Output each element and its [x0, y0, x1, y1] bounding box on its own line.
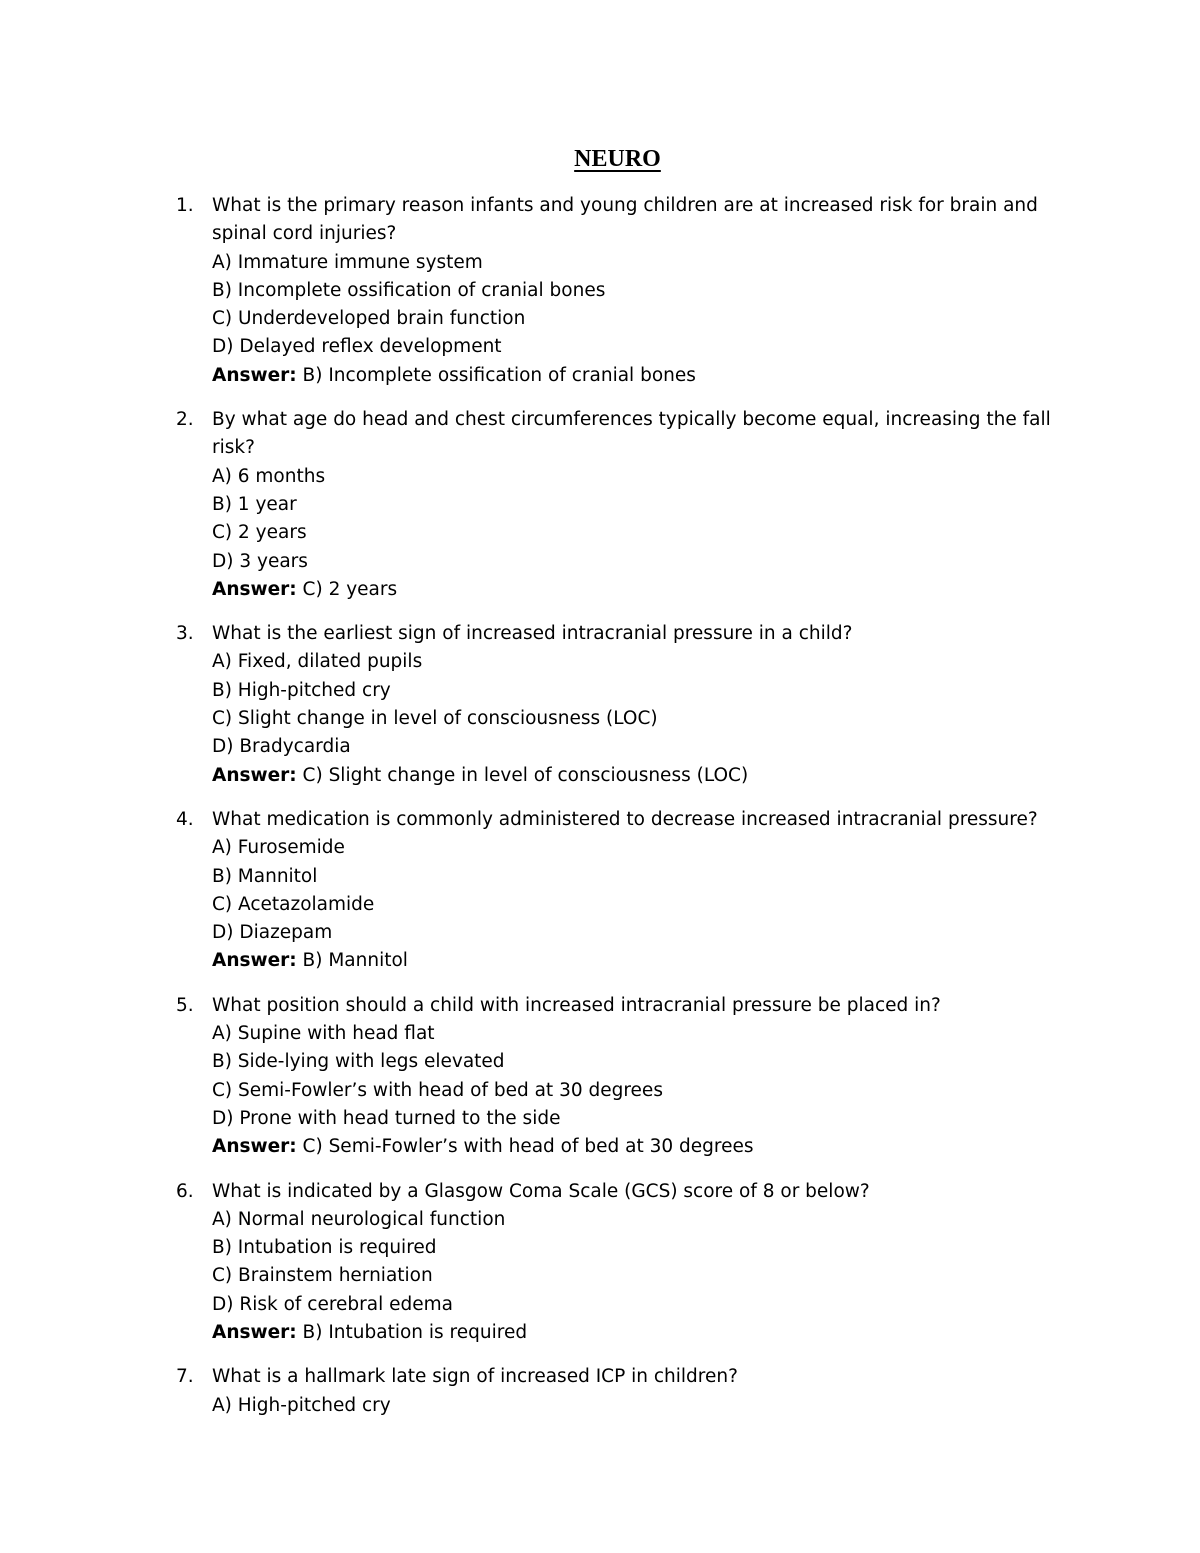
answer-option: A) Supine with head flat	[212, 1023, 435, 1045]
answer-label: Answer:	[212, 950, 297, 972]
answer-option: B) Incomplete ossification of cranial bones	[212, 279, 606, 301]
answer-label: Answer:	[212, 364, 297, 386]
answer-label: Answer:	[212, 764, 297, 786]
answer-line	[212, 362, 1056, 390]
question-text: What is the primary reason infants and young children are at increased risk for brain and spinal cord injuries?	[212, 195, 1038, 245]
answer-line	[212, 762, 1056, 790]
answer-option: B) Intubation is required	[212, 1237, 437, 1259]
question-number: 5.	[176, 994, 194, 1016]
answer-option: B) Mannitol	[212, 865, 318, 887]
answer-option: A) High-pitched cry	[212, 1394, 391, 1416]
answer-value: C) Semi-Fowler’s with head of bed at 30 degrees	[296, 1136, 754, 1158]
answer-option: A) Normal neurological function	[212, 1208, 506, 1230]
question-item	[176, 806, 1056, 976]
answer-line	[212, 947, 1056, 975]
answer-option: D) Risk of cerebral edema	[212, 1293, 453, 1315]
question-text: What medication is commonly administered to decrease increased intracranial pressure?	[212, 808, 1038, 830]
question-number: 2.	[176, 409, 194, 431]
answer-option: D) Diazepam	[212, 922, 333, 944]
question-item	[176, 406, 1056, 604]
question-item	[176, 192, 1056, 390]
answer-option: A) 6 months	[212, 465, 326, 487]
answer-option: A) Furosemide	[212, 837, 345, 859]
answer-value: B) Incomplete ossification of cranial bones	[296, 364, 696, 386]
answer-label: Answer:	[212, 578, 297, 600]
question-text: What is a hallmark late sign of increased ICP in children?	[212, 1366, 738, 1388]
answer-option: D) Bradycardia	[212, 736, 351, 758]
answer-label: Answer:	[212, 1136, 297, 1158]
answer-option: D) Delayed reflex development	[212, 336, 502, 358]
question-number: 7.	[176, 1366, 194, 1388]
question-text: By what age do head and chest circumferences typically become equal, increasing the fall risk?	[212, 409, 1051, 459]
question-item	[176, 1178, 1056, 1348]
question-list	[176, 192, 1056, 1436]
answer-option: C) Acetazolamide	[212, 893, 375, 915]
answer-option: D) 3 years	[212, 550, 308, 572]
question-number: 4.	[176, 808, 194, 830]
answer-option: C) Underdeveloped brain function	[212, 308, 526, 330]
answer-value: B) Mannitol	[296, 950, 408, 972]
question-text: What is indicated by a Glasgow Coma Scale (GCS) score of 8 or below?	[212, 1180, 870, 1202]
answer-value: C) 2 years	[296, 578, 398, 600]
question-item	[176, 620, 1056, 790]
question-number: 1.	[176, 195, 194, 216]
answer-option: C) Semi-Fowler’s with head of bed at 30 degrees	[212, 1079, 663, 1101]
question-item	[176, 1363, 1056, 1420]
answer-option: B) High-pitched cry	[212, 679, 391, 701]
answer-option: B) 1 year	[212, 493, 297, 515]
question-text: What position should a child with increased intracranial pressure be placed in?	[212, 994, 941, 1016]
question-item	[176, 992, 1056, 1162]
answer-option: C) Slight change in level of consciousness (LOC)	[212, 708, 658, 730]
answer-line	[212, 1133, 1056, 1161]
question-number: 3.	[176, 623, 194, 645]
answer-option: C) 2 years	[212, 522, 307, 544]
answer-line	[212, 576, 1056, 604]
answer-line	[212, 1319, 1056, 1347]
answer-option: B) Side-lying with legs elevated	[212, 1051, 505, 1073]
answer-label: Answer:	[212, 1321, 297, 1343]
page-title: NEURO	[574, 146, 661, 172]
answer-value: B) Intubation is required	[296, 1321, 528, 1343]
answer-option: C) Brainstem herniation	[212, 1265, 433, 1287]
answer-option: D) Prone with head turned to the side	[212, 1107, 561, 1129]
answer-option: A) Fixed, dilated pupils	[212, 651, 423, 673]
answer-option: A) Immature immune system	[212, 251, 483, 273]
question-text: What is the earliest sign of increased intracranial pressure in a child?	[212, 623, 853, 645]
answer-value: C) Slight change in level of consciousness (LOC)	[296, 764, 749, 786]
question-number: 6.	[176, 1180, 194, 1202]
